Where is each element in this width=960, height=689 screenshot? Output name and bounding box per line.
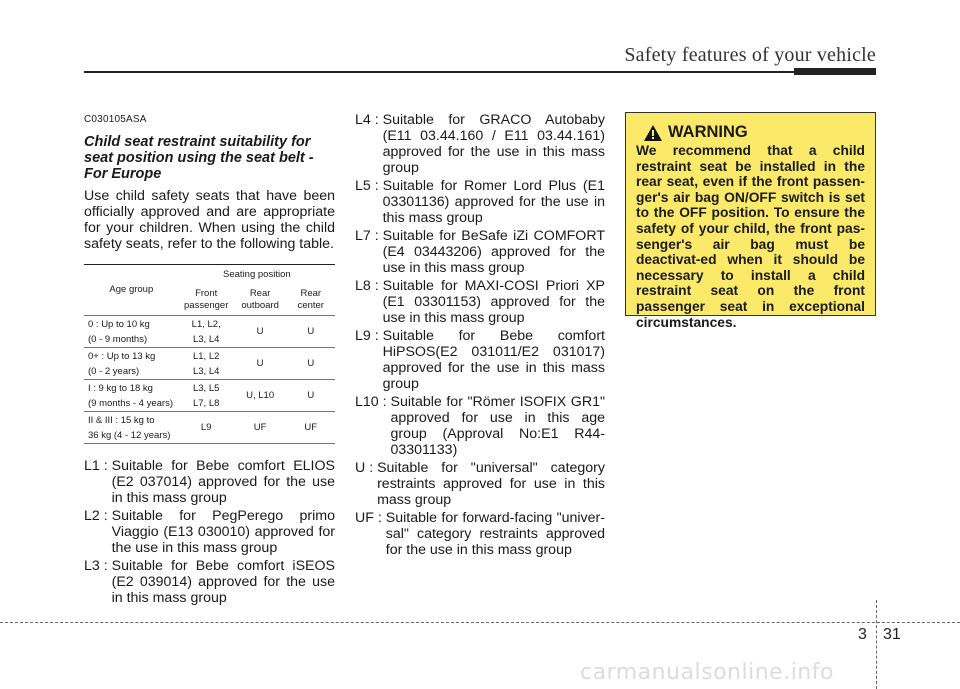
age-range: II & III : 15 kg to [88, 414, 155, 426]
item-tag: L7 : [355, 228, 383, 244]
item-text: Suitable for PegPerego primo Viaggio (E13 030010) approved for the use in this mass group [111, 508, 335, 556]
middle-column [355, 112, 605, 560]
column-header: Front passenger [179, 285, 234, 316]
front-cell: L1, L2, [191, 318, 221, 330]
table-row [84, 380, 335, 412]
age-range: 0 : Up to 10 kg [88, 318, 150, 330]
chapter-number: 3 [858, 626, 867, 643]
age-range: 0+ : Up to 13 kg [88, 350, 156, 362]
list-item [355, 278, 605, 326]
restraint-list-right [355, 112, 605, 558]
age-span: (9 months - 4 years) [88, 397, 173, 409]
section-title: Safety features of your vehicle [624, 44, 876, 66]
item-text: Suitable for Romer Lord Plus (E1 03301136) approved for the use in this mass group [382, 178, 605, 226]
column-header: Rear outboard [234, 285, 287, 316]
item-text: Suitable for "Römer ISOFIX GR1" approved for use in this age group (Approval No:E1 R44-03301133) [390, 394, 605, 458]
item-text: Suitable for "universal" category restraints approved for use in this mass group [377, 460, 605, 508]
list-item [355, 394, 605, 458]
center-cell: U [287, 380, 335, 412]
item-text: Suitable for BeSafe iZi COMFORT (E4 03443206) approved for the use in this mass group [382, 228, 605, 276]
front-cell: L3, L4 [192, 333, 220, 345]
page-number: 31 [883, 626, 901, 643]
front-cell: L1, L2 [192, 350, 220, 362]
list-item [355, 328, 605, 392]
warning-triangle-icon [644, 125, 662, 141]
front-cell: L3, L4 [192, 365, 220, 377]
age-group-header: Age group [84, 265, 179, 316]
column-header: Rear center [287, 285, 335, 316]
item-text: Suitable for MAXI-COSI Priori XP (E1 03301153) approved for the use in this mass group [382, 278, 605, 326]
seating-position-header: Seating position [223, 269, 291, 280]
subheading: Child seat restraint suitability for seat position using the seat belt - For Europe [84, 134, 314, 182]
warning-box [625, 112, 876, 330]
warning-heading [644, 123, 865, 142]
age-span: 36 kg (4 - 12 years) [88, 429, 171, 441]
header-rule [84, 71, 794, 73]
item-tag: U : [355, 460, 378, 476]
warning-title: WARNING [668, 123, 748, 141]
center-cell: UF [287, 412, 335, 444]
front-cell: L3, L5 [192, 382, 220, 394]
item-text: Suitable for Bebe comfort ELIOS (E2 037014) approved for the use in this mass group [111, 458, 335, 506]
list-item [355, 510, 605, 558]
item-text: Suitable for Bebe comfort iSEOS (E2 039014) approved for the use in this mass group [111, 558, 335, 606]
outboard-cell: U [234, 348, 287, 380]
list-item [355, 228, 605, 276]
table-row [84, 316, 335, 348]
item-tag: L1 : [84, 458, 112, 474]
list-item [355, 178, 605, 226]
list-item [84, 508, 335, 556]
center-cell: U [287, 316, 335, 348]
watermark: carmanualsonline.info [580, 660, 834, 685]
item-tag: UF : [355, 510, 386, 526]
item-tag: L4 : [355, 112, 383, 128]
section-code: C030105ASA [84, 114, 147, 125]
outboard-cell: U [234, 316, 287, 348]
age-span: (0 - 2 years) [88, 365, 140, 377]
item-text: Suitable for forward-facing "univer-sal" category restraints approved for the use in this mass group [385, 510, 605, 558]
suitability-table [84, 264, 335, 444]
list-item [84, 558, 335, 606]
outboard-cell: UF [234, 412, 287, 444]
header-accent-bar [794, 68, 876, 75]
table-row [84, 412, 335, 444]
item-text: Suitable for GRACO Autobaby (E11 03.44.160 / E11 03.44.161) approved for the use in this mass group [382, 112, 605, 176]
item-tag: L9 : [355, 328, 383, 344]
list-item [355, 112, 605, 176]
list-item [84, 458, 335, 506]
intro-paragraph: Use child safety seats that have been officially approved and are appropriate for your children. When using the child safety seats, refer to the following table. [84, 188, 335, 252]
age-span: (0 - 9 months) [88, 333, 148, 345]
outboard-cell: U, L10 [234, 380, 287, 412]
item-tag: L10 : [355, 394, 391, 410]
restraint-list-left [84, 458, 335, 606]
front-cell: L9 [200, 422, 212, 433]
item-text: Suitable for Bebe comfort HiPSOS(E2 031011/E2 031017) approved for the use in this mass group [382, 328, 605, 392]
page-divider [876, 600, 877, 689]
table-row [84, 348, 335, 380]
item-tag: L3 : [84, 558, 112, 574]
warning-text: We recommend that a child restraint seat be installed in the rear seat, even if the front passen-ger's air bag ON/OFF switch is set to the OFF position. To ensure the safety of your child, the front pas-senger's air bag must be deactivat-ed when it should be necessary to install a child restraint seat on the front passenger seat in exceptional circumstances. [636, 143, 865, 330]
left-column [84, 112, 335, 608]
item-tag: L2 : [84, 508, 112, 524]
front-cell: L7, L8 [192, 397, 220, 409]
item-tag: L8 : [355, 278, 383, 294]
footer-rule [0, 622, 960, 623]
age-range: I : 9 kg to 18 kg [88, 382, 153, 394]
list-item [355, 460, 605, 508]
item-tag: L5 : [355, 178, 383, 194]
center-cell: U [287, 348, 335, 380]
